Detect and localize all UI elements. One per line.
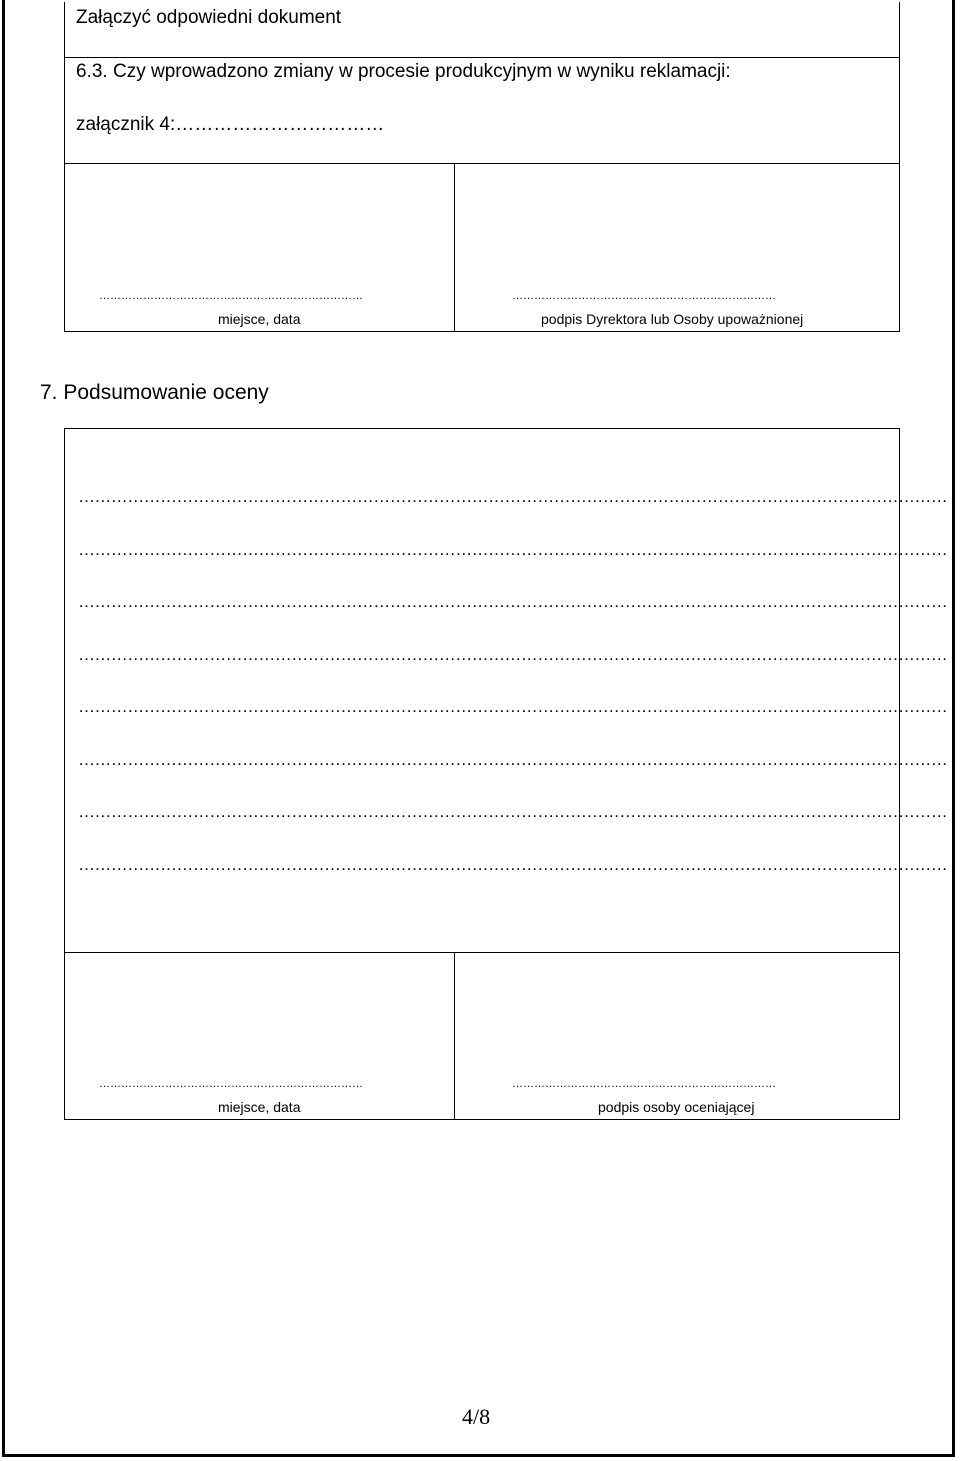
assessor-signature-field[interactable]: ……………………………………………………………… <box>512 1078 776 1090</box>
assessor-signature-caption: podpis osoby oceniającej <box>598 1099 755 1115</box>
place-date-field[interactable]: ……………………………………………………………… <box>99 1078 363 1090</box>
section-7-title: 7. Podsumowanie oceny <box>40 381 269 404</box>
summary-line[interactable]: …………………………………………………………………………………………………………………………………………… <box>78 592 948 611</box>
page-number: 4/8 <box>462 1404 491 1429</box>
director-signature-field[interactable]: ……………………………………………………………… <box>512 290 776 302</box>
summary-line[interactable]: …………………………………………………………………………………………………………………………………………… <box>78 802 948 821</box>
place-date-caption: miejsce, data <box>218 1099 301 1115</box>
signature-divider <box>454 163 455 332</box>
summary-line[interactable]: …………………………………………………………………………………………………………………………………………… <box>78 855 948 874</box>
summary-line[interactable]: …………………………………………………………………………………………………………………………………………… <box>78 540 948 559</box>
place-date-field[interactable]: ……………………………………………………………… <box>99 290 363 302</box>
signature-box-assessor <box>64 952 900 1120</box>
summary-line[interactable]: …………………………………………………………………………………………………………………………………………… <box>78 697 948 716</box>
divider <box>64 57 900 58</box>
place-date-caption: miejsce, data <box>218 311 301 327</box>
summary-line[interactable]: …………………………………………………………………………………………………………………………………………… <box>78 750 948 769</box>
signature-box-director <box>64 163 900 332</box>
attach-label: Załączyć odpowiedni dokument <box>76 7 342 28</box>
director-signature-caption: podpis Dyrektora lub Osoby upoważnionej <box>541 311 804 327</box>
summary-line[interactable]: …………………………………………………………………………………………………………………………………………… <box>78 645 948 664</box>
signature-divider <box>454 952 455 1120</box>
question-6-3: 6.3. Czy wprowadzono zmiany w procesie produkcyjnym w wyniku reklamacji: <box>76 61 731 82</box>
summary-line[interactable]: …………………………………………………………………………………………………………………………………………… <box>78 487 948 506</box>
attachment-4-field[interactable]: załącznik 4:…………………………… <box>76 114 385 135</box>
